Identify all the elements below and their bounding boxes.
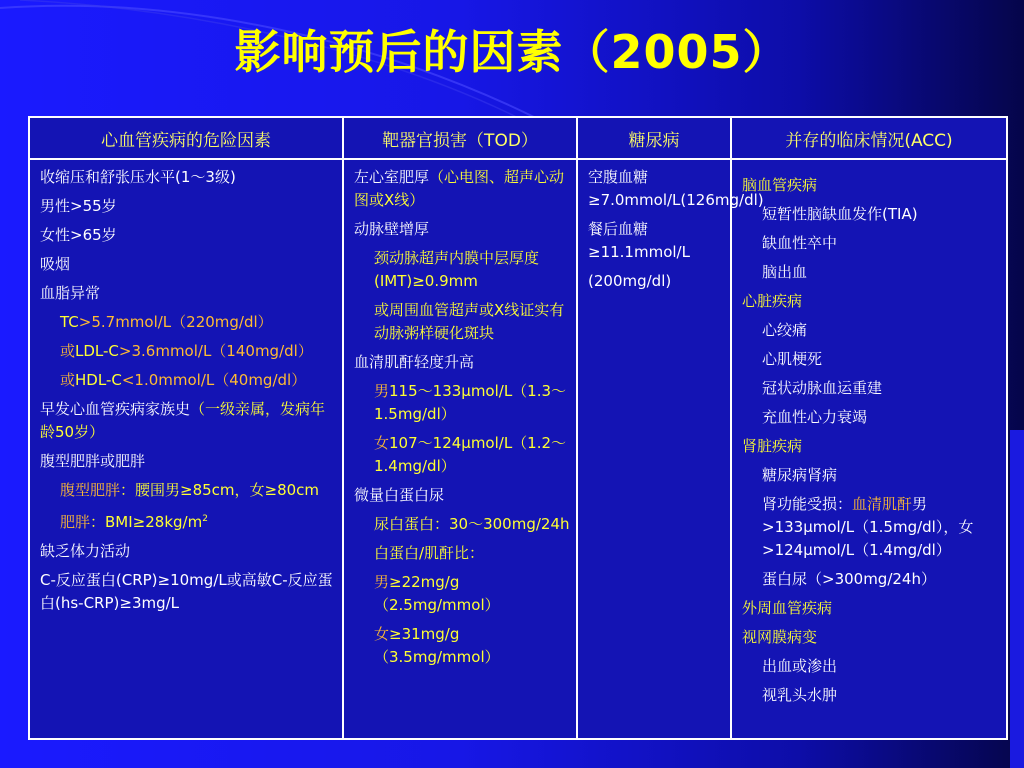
list-item: 动脉壁增厚 — [354, 220, 430, 238]
list-item: 白蛋白/肌酐比： — [374, 544, 485, 562]
hdl-value: <1.0mmol/L（40mg/dl） — [121, 371, 307, 389]
list-item: 腹型肥胖或肥胖 — [40, 452, 146, 470]
list-item: 蛋白尿（>300mg/24h） — [762, 570, 936, 588]
list-item: 脑出血 — [762, 263, 808, 281]
list-item: 血脂异常 — [40, 284, 101, 302]
abdominal-obesity-label: 腹型肥胖 — [60, 481, 121, 499]
female-creatinine: 107～124μmol/L（1.2～1.4mg/dl） — [374, 434, 567, 475]
list-item: 血清肌酐轻度升高 — [354, 353, 475, 371]
list-item: 或周围血管超声或X线证实有动脉粥样硬化斑块 — [374, 301, 565, 342]
obesity-exponent: 2 — [202, 514, 208, 524]
cell-diabetes — [577, 159, 764, 739]
list-item: 充血性心力衰竭 — [762, 408, 868, 426]
list-item: 颈动脉超声内膜中层厚度(IMT)≥0.9mm — [374, 249, 540, 290]
list-item — [40, 508, 336, 534]
list-item: 短暂性脑缺血发作(TIA) — [762, 205, 918, 223]
or-label: 或 — [60, 371, 76, 389]
list-item: 缺血性卒中 — [762, 234, 838, 252]
list-item: 心绞痛 — [762, 321, 808, 339]
header-target-organ-damage: 靶器官损害（TOD） — [343, 117, 577, 159]
list-item: 缺乏体力活动 — [40, 542, 131, 560]
male-creatinine: 115～133μmol/L（1.3～1.5mg/dl） — [374, 382, 567, 423]
cell-clinical-conditions — [731, 159, 1007, 739]
risk-factor-table — [28, 116, 1008, 740]
list-item: 空腹血糖≥7.0mmol/L(126mg/dl) — [588, 168, 764, 209]
list-item: 心脏疾病 — [742, 292, 803, 310]
header-clinical-conditions: 并存的临床情况(ACC) — [731, 117, 1007, 159]
list-item: 女性>65岁 — [40, 226, 117, 244]
list-item — [354, 380, 570, 426]
cell-target-organ-damage — [343, 159, 577, 739]
list-item — [40, 479, 336, 502]
list-item — [40, 398, 336, 444]
obesity-label: 肥胖 — [60, 513, 91, 531]
list-item — [354, 432, 570, 478]
list-item — [40, 340, 336, 363]
renal-impairment-label: 肾功能受损： — [762, 495, 853, 513]
obesity-value: ：BMI≥28kg/m — [90, 513, 203, 531]
list-item: 男性>55岁 — [40, 197, 117, 215]
female-ratio: ≥31mg/g（3.5mg/mmol） — [374, 625, 500, 666]
ldl-label: LDL-C — [75, 342, 119, 360]
list-item: 糖尿病肾病 — [762, 466, 838, 484]
family-history-label: 早发心血管疾病家族史 — [40, 400, 191, 418]
or-label: 或 — [60, 342, 76, 360]
abdominal-obesity-value: ：腰围男≥85cm，女≥80cm — [120, 481, 320, 499]
male-ratio: ≥22mg/g（2.5mg/mmol） — [374, 573, 500, 614]
list-item: 收缩压和舒张压水平(1～3级) — [40, 168, 236, 186]
list-item: 出血或渗出 — [762, 657, 838, 675]
lvh-detail: （心电图、超声心动图或X线） — [354, 168, 565, 209]
page-title: 影响预后的因素（2005） — [234, 25, 790, 79]
family-history-detail: （一级亲属，发病年龄50岁） — [40, 400, 326, 441]
list-item: 餐后血糖≥11.1mmol/L — [588, 220, 690, 261]
ldl-value: >3.6mmol/L（140mg/dl） — [118, 342, 313, 360]
list-item: 视网膜病变 — [742, 628, 818, 646]
list-item: 外周血管疾病 — [742, 599, 833, 617]
serum-creatinine-label: 血清肌酐 — [852, 495, 913, 513]
list-item — [354, 571, 570, 617]
cell-cardiovascular-risk — [29, 159, 343, 739]
list-item: 肾脏疾病 — [742, 437, 803, 455]
list-item — [742, 493, 1000, 562]
list-item: 冠状动脉血运重建 — [762, 379, 883, 397]
female-label: 女 — [374, 434, 390, 452]
table-header-row — [29, 117, 1007, 159]
list-item — [354, 623, 570, 669]
tc-label: TC — [60, 313, 79, 331]
list-item: 吸烟 — [40, 255, 71, 273]
renal-impairment-value: 男>133μmol/L（1.5mg/dl），女>124μmol/L（1.4mg/dl） — [762, 495, 974, 559]
list-item: 心肌梗死 — [762, 350, 823, 368]
list-item — [354, 166, 570, 212]
list-item: 视乳头水肿 — [762, 686, 838, 704]
list-item — [40, 369, 336, 392]
header-cardiovascular-risk: 心血管疾病的危险因素 — [29, 117, 343, 159]
list-item: 脑血管疾病 — [742, 176, 818, 194]
list-item — [40, 311, 336, 334]
lvh-label: 左心室肥厚 — [354, 168, 430, 186]
header-diabetes: 糖尿病 — [577, 117, 731, 159]
tc-value: >5.7mmol/L（220mg/dl） — [78, 313, 273, 331]
male-label: 男 — [374, 573, 390, 591]
hdl-label: HDL-C — [75, 371, 122, 389]
list-item: 微量白蛋白尿 — [354, 486, 445, 504]
list-item: (200mg/dl) — [588, 272, 672, 290]
list-item: C-反应蛋白(CRP)≥10mg/L或高敏C-反应蛋白(hs-CRP)≥3mg/L — [40, 571, 333, 612]
list-item: 尿白蛋白：30～300mg/24h — [374, 515, 570, 533]
table-row — [29, 159, 1007, 739]
male-label: 男 — [374, 382, 390, 400]
female-label: 女 — [374, 625, 390, 643]
